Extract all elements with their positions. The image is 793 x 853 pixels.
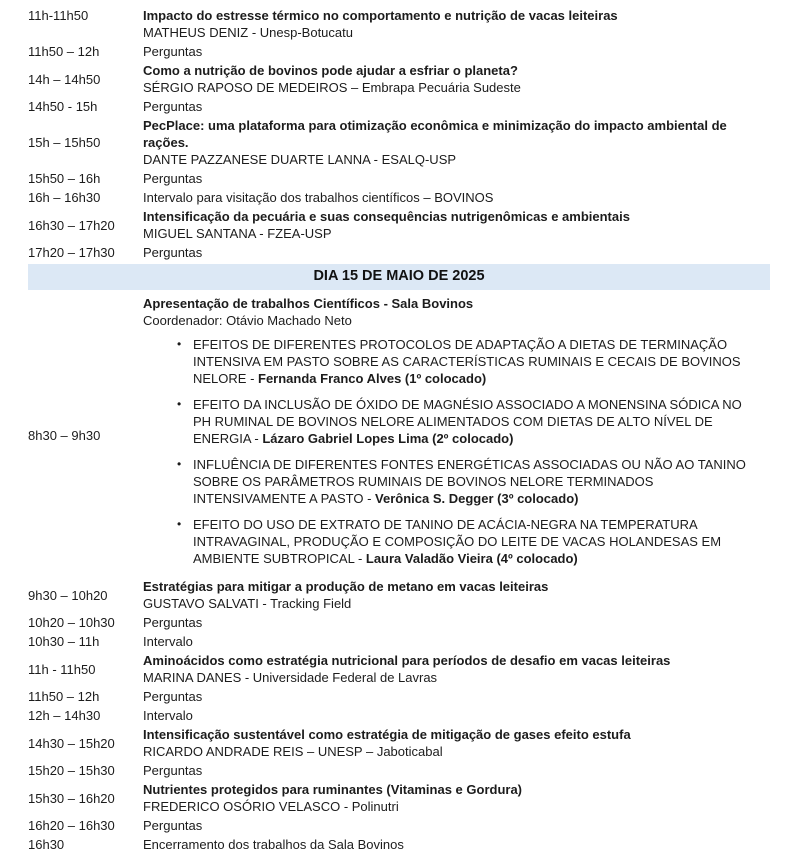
paper-title: EFEITO DO USO DE EXTRATO DE TANINO DE ACÁCIA-NEGRA NA TEMPERATURA INTRAVAGINAL, PRODUÇÃO E COMPOSIÇÃO DO LEITE DE VACAS HOLANDESAS EM AMBIENTE SUBTROPICAL - (193, 517, 722, 566)
session-content (143, 117, 770, 168)
session-title: Aminoácidos como estratégia nutricional para períodos de desafio em vacas leiteiras (143, 653, 671, 668)
session-detail: Perguntas (143, 689, 203, 704)
session-content (143, 762, 770, 779)
session-detail: Coordenador: Otávio Machado Neto (143, 313, 352, 328)
schedule-row (28, 726, 770, 760)
time-slot: 14h30 – 15h20 (28, 735, 115, 751)
session-detail: MATHEUS DENIZ - Unesp-Botucatu (143, 25, 353, 40)
time-slot: 11h50 – 12h (28, 689, 100, 704)
session-content (143, 244, 770, 261)
session-detail: Perguntas (143, 44, 203, 59)
time-slot: 11h50 – 12h (28, 44, 100, 59)
session-detail: Perguntas (143, 245, 203, 260)
session-content (143, 817, 770, 834)
schedule-row (28, 817, 770, 834)
session-detail: GUSTAVO SALVATI - Tracking Field (143, 596, 352, 611)
session-content (143, 614, 770, 631)
paper-author: Fernanda Franco Alves (1º colocado) (258, 371, 487, 386)
schedule-row (28, 688, 770, 705)
time-slot: 17h20 – 17h30 (28, 245, 115, 260)
time-slot: 16h30 (28, 837, 65, 852)
paper-list (143, 336, 770, 567)
time-slot: 15h50 – 16h (28, 171, 101, 186)
paper-item (175, 516, 753, 567)
paper-title: EFEITO DA INCLUSÃO DE ÓXIDO DE MAGNÉSIO ASSOCIADO A MONENSINA SÓDICA NO PH RUMINAL DE BOVINOS NELORE ALIMENTADOS COM DIETAS DE ALTO NÍVEL DE ENERGIA - (193, 397, 742, 446)
session-detail: Perguntas (143, 171, 203, 186)
session-title: Apresentação de trabalhos Científicos - Sala Bovinos (143, 296, 474, 311)
session-title: Estratégias para mitigar a produção de metano em vacas leiteiras (143, 579, 549, 594)
time-slot: 14h – 14h50 (28, 71, 101, 87)
schedule-table (28, 7, 770, 853)
schedule-row (28, 170, 770, 187)
session-detail: Intervalo (143, 708, 193, 723)
session-content (143, 170, 770, 187)
session-content (143, 633, 770, 650)
schedule-row (28, 836, 770, 853)
schedule-row (28, 244, 770, 261)
time-slot: 12h – 14h30 (28, 708, 101, 723)
session-detail: Perguntas (143, 99, 203, 114)
paper-item (175, 456, 753, 507)
session-content (143, 836, 770, 853)
session-content (143, 43, 770, 60)
time-slot: 10h20 – 10h30 (28, 615, 115, 630)
session-title: Intensificação da pecuária e suas consequências nutrigenômicas e ambientais (143, 209, 630, 224)
session-detail: RICARDO ANDRADE REIS – UNESP – Jaboticabal (143, 744, 443, 759)
time-slot: 10h30 – 11h (28, 634, 100, 649)
session-content (143, 726, 770, 760)
session-detail: SÉRGIO RAPOSO DE MEDEIROS – Embrapa Pecuária Sudeste (143, 80, 521, 95)
schedule-row (28, 781, 770, 815)
session-detail: Perguntas (143, 763, 203, 778)
schedule-row (28, 707, 770, 724)
paper-author: Verônica S. Degger (3º colocado) (375, 491, 579, 506)
session-title: Impacto do estresse térmico no comportamento e nutrição de vacas leiteiras (143, 8, 618, 23)
schedule-row (28, 7, 770, 41)
session-detail: FREDERICO OSÓRIO VELASCO - Polinutri (143, 799, 399, 814)
schedule-row (28, 62, 770, 96)
time-slot: 16h20 – 16h30 (28, 818, 115, 833)
time-slot: 8h30 – 9h30 (28, 428, 101, 443)
day-banner: DIA 15 DE MAIO DE 2025 (28, 264, 770, 290)
time-slot: 15h30 – 16h20 (28, 790, 115, 806)
schedule-row (28, 98, 770, 115)
session-detail: MARINA DANES - Universidade Federal de Lavras (143, 670, 438, 685)
session-detail: DANTE PAZZANESE DUARTE LANNA - ESALQ-USP (143, 152, 457, 167)
paper-title: EFEITOS DE DIFERENTES PROTOCOLOS DE ADAPTAÇÃO A DIETAS DE TERMINAÇÃO INTENSIVA EM PASTO SOBRE AS CARACTERÍSTICAS RUMINAIS E CECAIS DE BOVINOS NELORE - (193, 337, 741, 386)
session-detail: Intervalo (143, 634, 193, 649)
paper-item (175, 336, 753, 387)
time-slot: 11h - 11h50 (28, 661, 96, 677)
session-content (143, 62, 770, 96)
session-content (143, 578, 770, 612)
session-detail: Perguntas (143, 615, 203, 630)
schedule-row (28, 295, 770, 576)
time-slot: 16h30 – 17h20 (28, 217, 115, 233)
time-slot: 14h50 - 15h (28, 99, 98, 114)
paper-author: Lázaro Gabriel Lopes Lima (2º colocado) (262, 431, 514, 446)
schedule-row (28, 117, 770, 168)
schedule-row (28, 43, 770, 60)
session-title: Como a nutrição de bovinos pode ajudar a esfriar o planeta? (143, 63, 518, 78)
session-content (143, 295, 770, 576)
session-content (143, 208, 770, 242)
time-slot: 11h-11h50 (28, 8, 89, 23)
session-title: Nutrientes protegidos para ruminantes (Vitaminas e Gordura) (143, 782, 523, 797)
paper-author: Laura Valadão Vieira (4º colocado) (365, 551, 578, 566)
session-detail: Encerramento dos trabalhos da Sala Bovinos (143, 837, 404, 852)
schedule-row (28, 762, 770, 779)
time-slot: 16h – 16h30 (28, 190, 101, 205)
paper-item (175, 396, 753, 447)
schedule-row (28, 633, 770, 650)
session-content (143, 688, 770, 705)
paper-title: INFLUÊNCIA DE DIFERENTES FONTES ENERGÉTICAS ASSOCIADAS OU NÃO AO TANINO SOBRE OS PARÂMETROS RUMINAIS DE BOVINOS NELORE TERMINADOS INTENSIVAMENTE A PASTO - (193, 457, 746, 506)
session-detail: MIGUEL SANTANA - FZEA-USP (143, 226, 332, 241)
time-slot: 15h – 15h50 (28, 135, 101, 150)
session-detail: Perguntas (143, 818, 203, 833)
time-slot: 9h30 – 10h20 (28, 587, 108, 603)
schedule-row (28, 614, 770, 631)
session-detail: Intervalo para visitação dos trabalhos científicos – BOVINOS (143, 190, 494, 205)
session-content (143, 781, 770, 815)
session-content (143, 98, 770, 115)
session-content (143, 707, 770, 724)
session-content (143, 652, 770, 686)
session-title: PecPlace: uma plataforma para otimização econômica e minimização do impacto ambiental de rações. (143, 118, 727, 150)
session-content (143, 7, 770, 41)
time-slot: 15h20 – 15h30 (28, 763, 115, 778)
schedule-row (28, 652, 770, 686)
session-content (143, 189, 770, 206)
schedule-row (28, 189, 770, 206)
schedule-row (28, 578, 770, 612)
schedule-row (28, 208, 770, 242)
session-title: Intensificação sustentável como estratégia de mitigação de gases efeito estufa (143, 727, 631, 742)
